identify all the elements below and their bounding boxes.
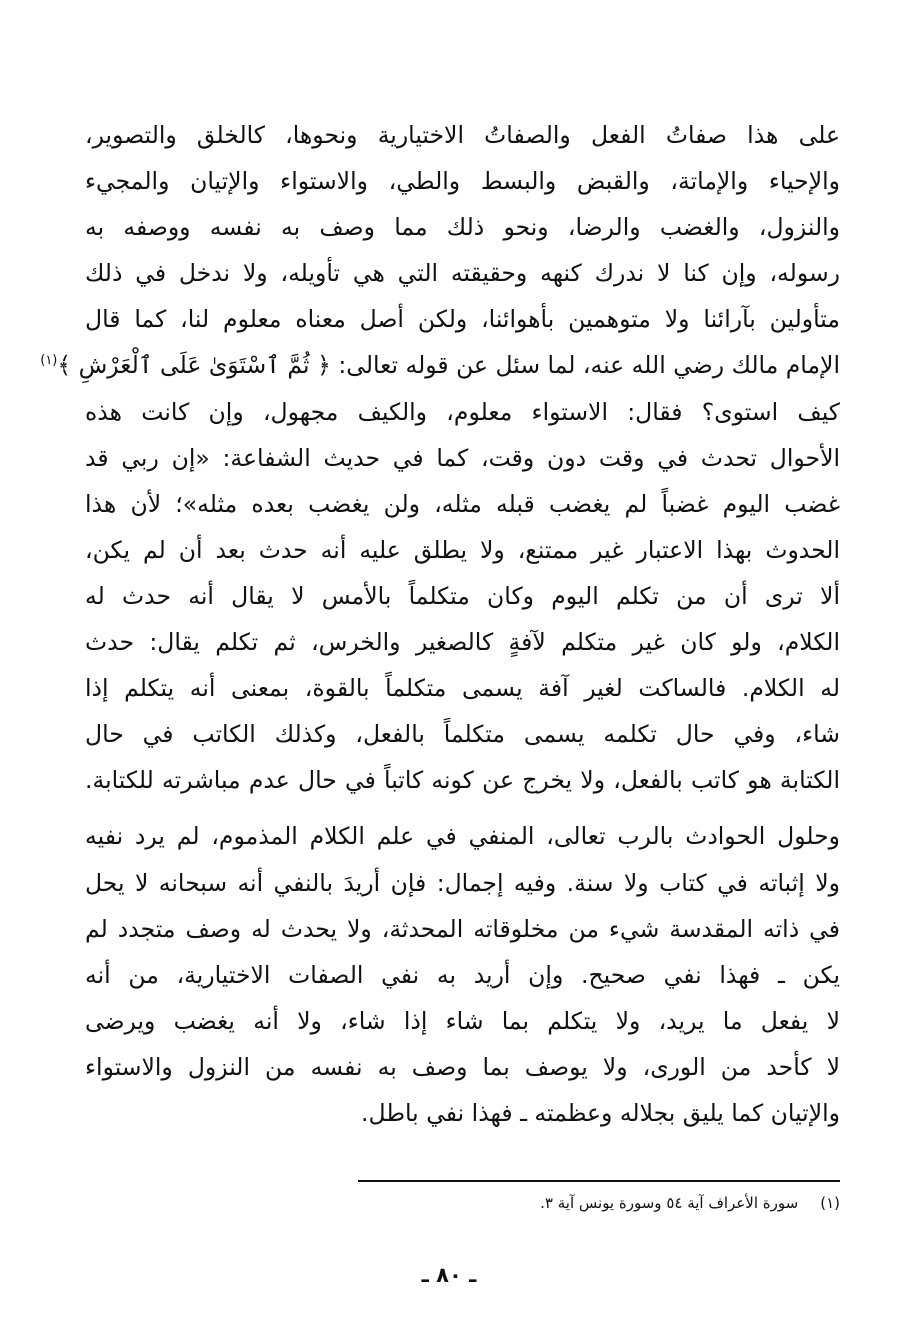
- text-line: يكن ـ فهذا نفي صحيح. وإن أريد به نفي الصفات الاختيارية، من أنه: [85, 960, 840, 989]
- text-line: الحدوث بهذا الاعتبار غير ممتنع، ولا يطلق عليه أنه حدث بعد أن لم يكن،: [85, 535, 840, 564]
- quran-verse: ﴿ ثُمَّ ٱسْتَوَىٰ عَلَى ٱلْعَرْشِ ﴾: [57, 351, 331, 380]
- text-line: ألا ترى أن من تكلم اليوم وكان متكلماً بالأمس لا يقال أنه حدث له: [85, 581, 840, 610]
- line-text: الإمام مالك رضي الله عنه، لما سئل عن قوله تعالى:: [338, 351, 840, 380]
- text-line-with-quran-verse: [40, 342, 840, 388]
- text-line: رسوله، وإن كنا لا ندرك كنهه وحقيقته التي هي تأويله، ولا ندخل في ذلك: [85, 259, 840, 288]
- text-line: لا يفعل ما يريد، ولا يتكلم بما شاء إذا شاء، ولا أنه يغضب ويرضى: [85, 1006, 840, 1035]
- page-number: ـ ٨٠ ـ: [421, 1263, 477, 1287]
- text-line: على هذا صفاتُ الفعل والصفاتُ الاختيارية ونحوها، كالخلق والتصوير،: [85, 121, 840, 149]
- text-line: له الكلام. فالساكت لغير آفة يسمى متكلماً بالقوة، بمعنى أنه يتكلم إذا: [85, 674, 840, 703]
- text-line: لا كأحد من الورى، ولا يوصف بما وصف به نفسه من النزول والاستواء: [85, 1052, 840, 1081]
- text-line: الكلام، ولو كان غير متكلم لآفةٍ كالصغير والخرس، ثم تكلم يقال: حدث: [85, 628, 840, 657]
- footnote-text: سورة الأعراف آية ٥٤ وسورة يونس آية ٣.: [540, 1194, 799, 1212]
- footnote-reference: (١): [40, 353, 58, 369]
- text-line: والإتيان كما يليق بجلاله وعظمته ـ فهذا نفي باطل.: [361, 1098, 840, 1127]
- footnote: [140, 1190, 840, 1216]
- main-text: [40, 112, 840, 1136]
- text-line: غضب اليوم غضباً لم يغضب قبله مثله، ولن يغضب بعده مثله»؛ لأن هذا: [85, 489, 840, 518]
- text-line: متأولين بآرائنا ولا متوهمين بأهوائنا، ولكن أصل معناه معلوم لنا، كما قال: [85, 305, 840, 334]
- text-line: وحلول الحوادث بالرب تعالى، المنفي في علم الكلام المذموم، لم يرد نفيه: [85, 822, 840, 851]
- text-line: الأحوال تحدث في وقت دون وقت، كما في حديث الشفاعة: «إن ربي قد: [85, 443, 840, 472]
- text-line: والنزول، والغضب والرضا، ونحو ذلك مما وصف به نفسه ووصفه به: [85, 213, 840, 242]
- text-line: في ذاته المقدسة شيء من مخلوقاته المحدثة، ولا يحدث له وصف متجدد لم: [85, 914, 840, 943]
- footnote-divider: [358, 1180, 840, 1182]
- text-line: الكتابة هو كاتب بالفعل، ولا يخرج عن كونه كاتباً في حال عدم مباشرته للكتابة.: [85, 766, 840, 795]
- footnote-number: (١): [820, 1194, 840, 1212]
- text-line: ولا إثباته في كتاب ولا سنة. وفيه إجمال: فإن أريدَ بالنفي أنه سبحانه لا يحل: [85, 868, 840, 897]
- text-line: كيف استوى؟ فقال: الاستواء معلوم، والكيف مجهول، وإن كانت هذه: [85, 397, 840, 426]
- text-line: والإحياء والإماتة، والقبض والبسط والطي، والاستواء والإتيان والمجيء: [85, 167, 840, 196]
- text-line: شاء، وفي حال تكلمه يسمى متكلماً بالفعل، وكذلك الكاتب في حال: [85, 720, 840, 749]
- paragraph-gap: [85, 803, 840, 813]
